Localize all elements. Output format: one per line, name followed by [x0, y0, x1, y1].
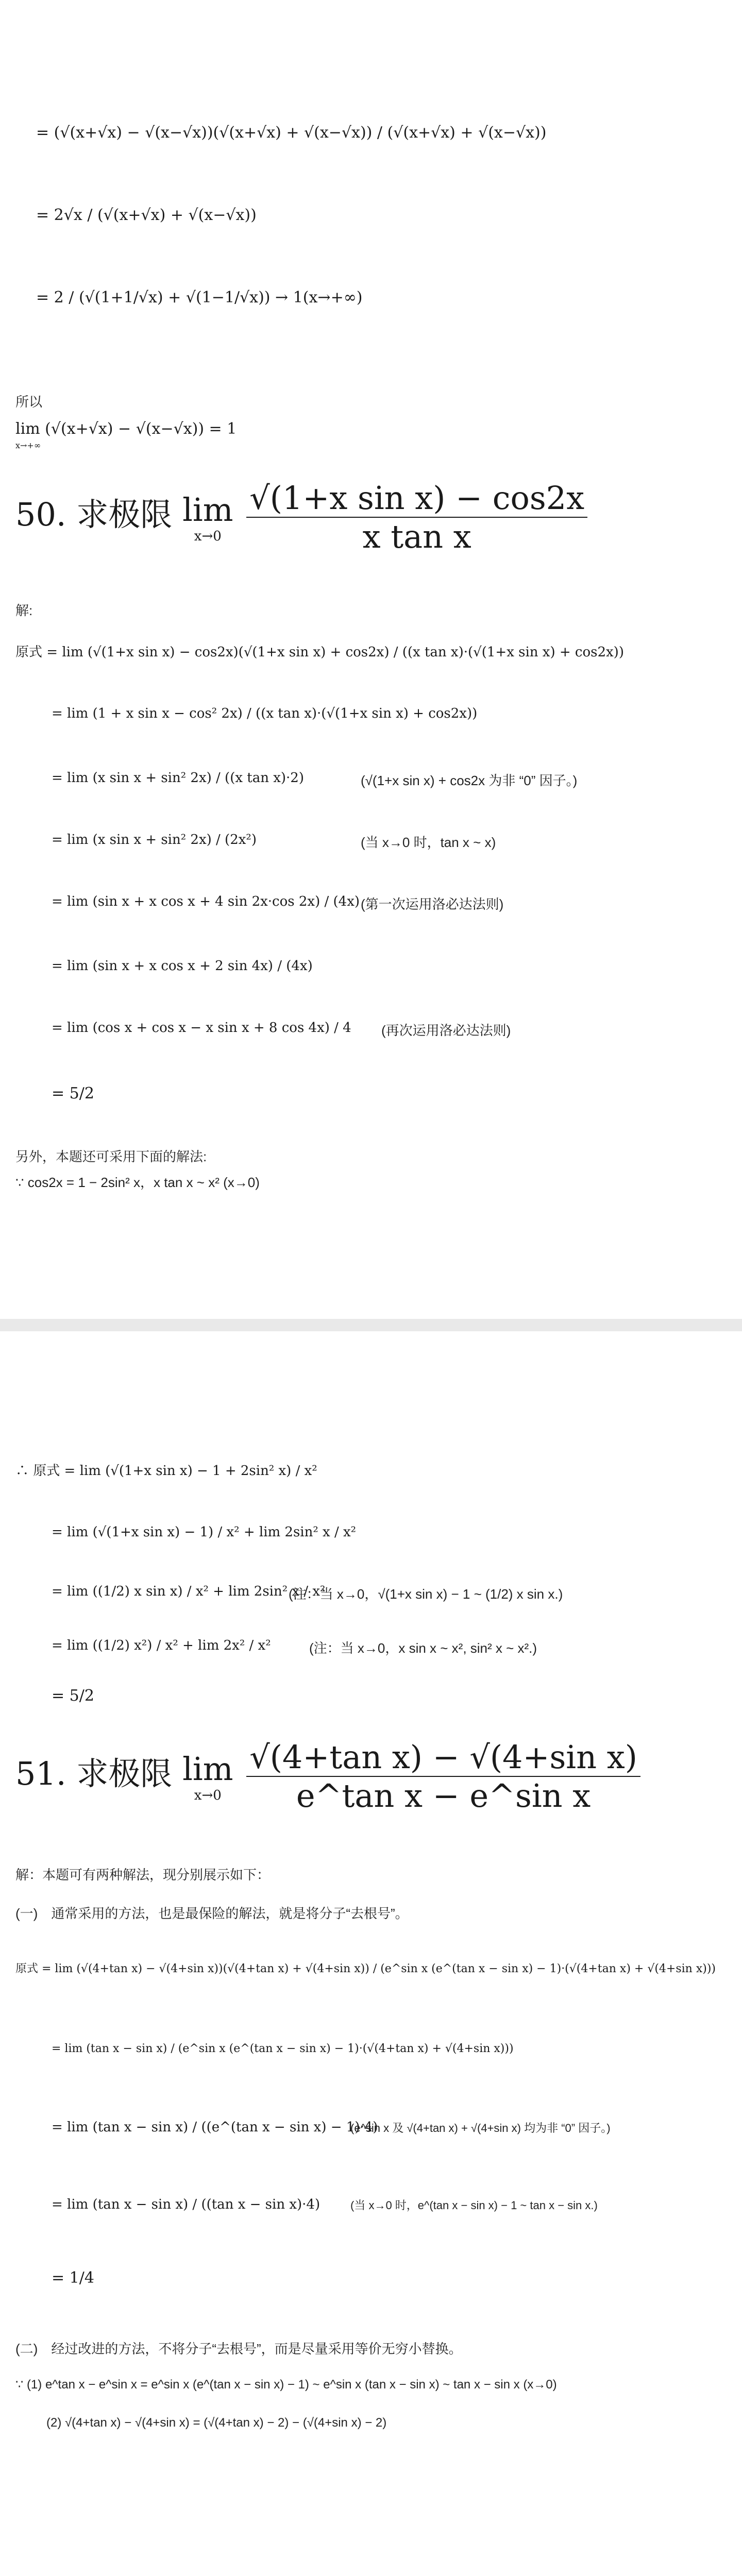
- step-note: (当 x→0 时，tan x ~ x): [361, 835, 496, 850]
- step-line: = lim ((1/2) x²) / x² + lim 2x² / x²: [52, 1638, 271, 1653]
- step-line: (2) √(4+tan x) − √(4+sin x) = (√(4+tan x) − 2) − (√(4+sin x) − 2): [46, 2416, 387, 2430]
- step-note: (当 x→0 时，e^(tan x − sin x) − 1 ~ tan x − sin x.): [350, 2199, 598, 2212]
- step-line: ∵ (1) e^tan x − e^sin x = e^sin x (e^(tan x − sin x) − 1) ~ e^sin x (tan x − sin x) ~ tan x − sin x (x→0): [15, 2378, 557, 2392]
- text-jie: 解:: [15, 603, 33, 618]
- step-line: = 2√x / (√(x+√x) + √(x−√x)): [36, 206, 257, 224]
- step-line: = lim (tan x − sin x) / (e^sin x (e^(tan x − sin x) − 1)·(√(4+tan x) + √(4+sin x))): [52, 2042, 514, 2055]
- problem-title: 求极限: [76, 496, 173, 534]
- step-line: = lim (1 + x sin x − cos² 2x) / ((x tan x)·(√(1+x sin x) + cos2x)): [52, 706, 478, 721]
- step-note: (√(1+x sin x) + cos2x 为非 “0” 因子。): [361, 773, 578, 788]
- step-note: (再次运用洛必达法则): [381, 1023, 511, 1038]
- step-line: = 5/2: [52, 1687, 94, 1705]
- problem-fraction: $\frac{\text{√(4+tan x) − √(4+sin x)}}{\text{e\textasciicircum{}tan x − e\textasciicircum{}sin x}}$: [246, 1738, 640, 1815]
- step-line: = (√(x+√x) − √(x−√x))(√(x+√x) + √(x−√x)) / (√(x+√x) + √(x−√x)): [36, 124, 547, 142]
- step-line: = 1/4: [52, 2269, 94, 2287]
- text-alt: 另外，本题还可采用下面的解法:: [15, 1149, 207, 1164]
- text-alt-2: ∵ cos2x = 1 − 2sin² x，x tan x ~ x² (x→0): [15, 1175, 260, 1190]
- step-line: = lim (tan x − sin x) / ((e^(tan x − sin x) − 1)·4): [52, 2120, 378, 2135]
- page-separator: [0, 1319, 742, 1331]
- step-line: = lim (√(1+x sin x) − 1) / x² + lim 2sin² x / x²: [52, 1524, 357, 1540]
- step-line: = lim (sin x + x cos x + 4 sin 2x·cos 2x) / (4x): [52, 894, 360, 909]
- step-note: (注：当 x→0，x sin x ~ x², sin² x ~ x².): [309, 1640, 537, 1656]
- method-two: (二) 经过改进的方法，不将分子“去根号”，而是尽量采用等价无穷小替换。: [15, 2341, 462, 2357]
- step-line: = lim (cos x + cos x − x sin x + 8 cos 4x) / 4: [52, 1020, 351, 1036]
- step-note: (e^sin x 及 √(4+tan x) + √(4+sin x) 均为非 “0” 因子。): [350, 2122, 611, 2134]
- problem-51-heading: [15, 1738, 640, 1815]
- step-line: = lim ((1/2) x sin x) / x² + lim 2sin² x / x²: [52, 1584, 326, 1599]
- method-one: (一) 通常采用的方法，也是最保险的解法，就是将分子“去根号”。: [15, 1906, 409, 1921]
- step-line: = 2 / (√(1+1/√x) + √(1−1/√x)) → 1(x→+∞): [36, 289, 363, 307]
- step-line: 原式 = lim (√(1+x sin x) − cos2x)(√(1+x sin x) + cos2x) / ((x tan x)·(√(1+x sin x) + cos2x)): [15, 645, 624, 660]
- lim-symbol: lim x→0: [182, 1750, 233, 1803]
- text-intro: 解：本题可有两种解法，现分别展示如下：: [15, 1867, 271, 1883]
- problem-title: 求极限: [76, 1755, 173, 1793]
- step-line: = lim (x sin x + sin² 2x) / ((x tan x)·2): [52, 770, 304, 786]
- lim-symbol: lim x→0: [182, 490, 233, 544]
- problem-number: 51.: [15, 1755, 66, 1793]
- limit-expression: lim (√(x+√x) − √(x−√x)) = 1: [15, 420, 237, 438]
- problem-50-heading: [15, 479, 587, 555]
- limit-sub: x→+∞: [15, 440, 41, 450]
- step-note: (注：当 x→0，√(1+x sin x) − 1 ~ (1/2) x sin x.): [289, 1586, 563, 1602]
- page-2: [0, 1331, 742, 2576]
- step-line: ∴ 原式 = lim (√(1+x sin x) − 1 + 2sin² x) / x²: [15, 1463, 317, 1479]
- step-line: = 5/2: [52, 1084, 94, 1103]
- problem-number: 50.: [15, 496, 66, 534]
- step-note: (第一次运用洛必达法则): [361, 896, 504, 912]
- limit-result: [15, 420, 237, 438]
- text-so: 所以: [15, 394, 43, 410]
- problem-fraction: $\frac{\text{√(1+x sin x) − cos2x}}{\text{x tan x}}$: [246, 479, 587, 555]
- step-line: = lim (x sin x + sin² 2x) / (2x²): [52, 832, 257, 848]
- step-line: = lim (sin x + x cos x + 2 sin 4x) / (4x): [52, 958, 313, 974]
- step-line: 原式 = lim (√(4+tan x) − √(4+sin x))(√(4+tan x) + √(4+sin x)) / (e^sin x (e^(tan x − sin x) − 1)·(√(4+tan x) + √(4+sin x))): [15, 1962, 716, 1975]
- step-line: = lim (tan x − sin x) / ((tan x − sin x)·4): [52, 2197, 321, 2212]
